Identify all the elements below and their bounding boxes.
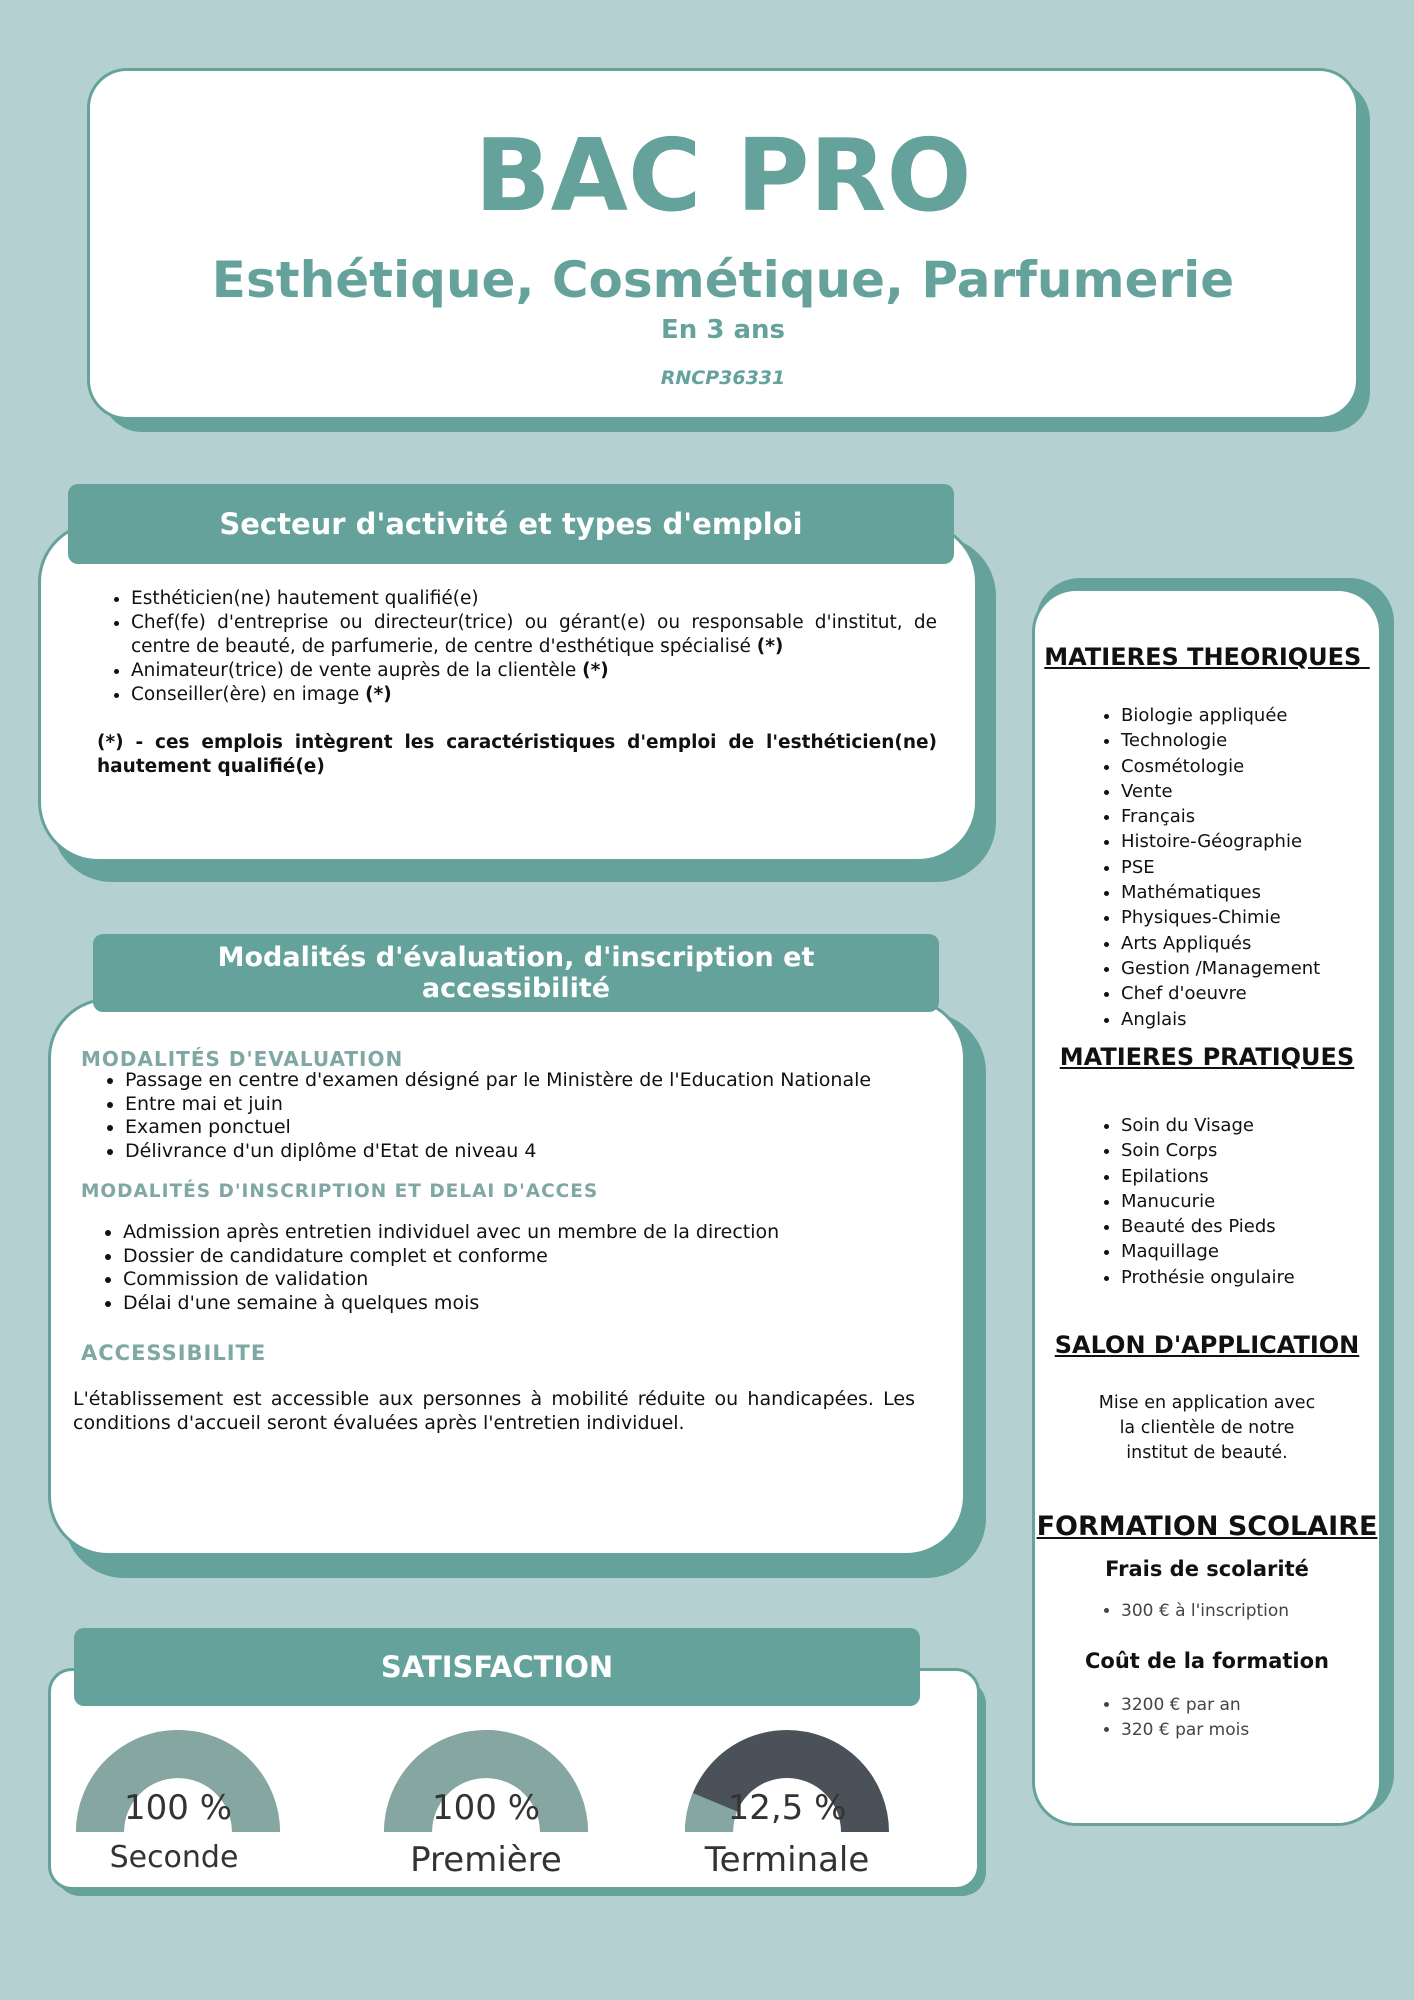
list-item: • Maquillage xyxy=(1121,1239,1369,1264)
list-item: • Délivrance d'un diplôme d'Etat de niveau 4 xyxy=(125,1140,933,1164)
theoriques-title: MATIERES THEORIQUES xyxy=(1044,643,1370,671)
list-item: • Examen ponctuel xyxy=(125,1116,933,1140)
list-item: • 3200 € par an xyxy=(1121,1693,1369,1718)
list-item: • Biologie appliquée xyxy=(1121,703,1369,728)
list-item: • Français xyxy=(1121,804,1369,829)
duration-label: En 3 ans xyxy=(661,315,785,345)
satisfaction-heading: SATISFACTION xyxy=(74,1628,920,1706)
gauge-premiere-value: 100 % xyxy=(431,1788,540,1828)
gauge-seconde-label: Seconde xyxy=(109,1840,239,1875)
gauge-terminale-value: 12,5 % xyxy=(727,1788,847,1828)
list-item: • Manucurie xyxy=(1121,1189,1369,1214)
list-item: • Histoire-Géographie xyxy=(1121,829,1369,854)
secteur-heading: Secteur d'activité et types d'emploi xyxy=(68,484,954,564)
gauge-terminale-label: Terminale xyxy=(704,1840,870,1880)
list-item: • Animateur(trice) de vente auprès de la clientèle (*) xyxy=(131,659,937,683)
secteur-note: (*) - ces emplois intègrent les caractéristiques d'emploi de l'esthéticien(ne) hautement qualifié(e) xyxy=(97,732,937,777)
frais-title: Frais de scolarité xyxy=(1105,1557,1309,1581)
list-item: • Admission après entretien individuel avec un membre de la direction xyxy=(123,1221,933,1245)
list-item: • Technologie xyxy=(1121,728,1369,753)
list-item: • Conseiller(ère) en image (*) xyxy=(131,683,937,707)
list-item: • Passage en centre d'examen désigné par le Ministère de l'Education Nationale xyxy=(125,1069,933,1093)
list-item: • 300 € à l'inscription xyxy=(1121,1599,1369,1624)
pratiques-list xyxy=(1089,1113,1369,1290)
list-item: • Prothésie ongulaire xyxy=(1121,1265,1369,1290)
frais-list xyxy=(1089,1599,1369,1624)
list-item: • Chef d'oeuvre xyxy=(1121,981,1369,1006)
list-item: • Physiques-Chimie xyxy=(1121,905,1369,930)
list-item: • Mathématiques xyxy=(1121,880,1369,905)
salon-text: Mise en application avec la clientèle de notre institut de beauté. xyxy=(1098,1393,1316,1463)
page-subtitle: Esthétique, Cosmétique, Parfumerie xyxy=(211,251,1235,309)
cout-title: Coût de la formation xyxy=(1085,1649,1329,1673)
list-item: • Anglais xyxy=(1121,1007,1369,1032)
gauge-seconde-value: 100 % xyxy=(123,1788,232,1828)
list-item: • Cosmétologie xyxy=(1121,754,1369,779)
list-item: • Dossier de candidature complet et conforme xyxy=(123,1245,933,1269)
list-item: • PSE xyxy=(1121,855,1369,880)
accessibilite-text: L'établissement est accessible aux personnes à mobilité réduite ou handicapées. Les conditions d'accueil seront évaluées après l'entretien individuel. xyxy=(73,1388,915,1434)
list-item: • 320 € par mois xyxy=(1121,1718,1369,1743)
list-item: • Beauté des Pieds xyxy=(1121,1214,1369,1239)
list-item: • Gestion /Management xyxy=(1121,956,1369,981)
formation-title: FORMATION SCOLAIRE xyxy=(1036,1511,1378,1542)
list-item: • Soin du Visage xyxy=(1121,1113,1369,1138)
rncp-code: RNCP36331 xyxy=(660,367,786,389)
list-item: • Commission de validation xyxy=(123,1268,933,1292)
list-item: • Entre mai et juin xyxy=(125,1093,933,1117)
list-item: • Soin Corps xyxy=(1121,1138,1369,1163)
list-item: • Vente xyxy=(1121,779,1369,804)
list-item: • Chef(fe) d'entreprise ou directeur(trice) ou gérant(e) ou responsable d'institut, de centre de beauté, de parfumerie, de centre d'esthétique spécialisé (*) xyxy=(131,611,937,659)
theoriques-list xyxy=(1089,703,1369,1032)
list-item: • Esthéticien(ne) hautement qualifié(e) xyxy=(131,587,937,611)
cout-list xyxy=(1089,1693,1369,1743)
pratiques-title: MATIERES PRATIQUES xyxy=(1059,1043,1355,1071)
evaluation-title: MODALITÉS D'EVALUATION xyxy=(81,1047,404,1071)
page-title: BAC PRO xyxy=(474,117,972,234)
salon-title: SALON D'APPLICATION xyxy=(1054,1331,1360,1359)
gauge-premiere-label: Première xyxy=(410,1840,562,1880)
list-item: • Epilations xyxy=(1121,1164,1369,1189)
accessibilite-title: ACCESSIBILITE xyxy=(81,1341,267,1365)
list-item: • Arts Appliqués xyxy=(1121,931,1369,956)
sidebar-card xyxy=(1032,588,1382,1826)
inscription-title: MODALITÉS D'INSCRIPTION ET DELAI D'ACCES xyxy=(81,1181,599,1202)
modalites-heading: Modalités d'évaluation, d'inscription et accessibilité xyxy=(93,934,939,1012)
list-item: • Délai d'une semaine à quelques mois xyxy=(123,1292,933,1316)
